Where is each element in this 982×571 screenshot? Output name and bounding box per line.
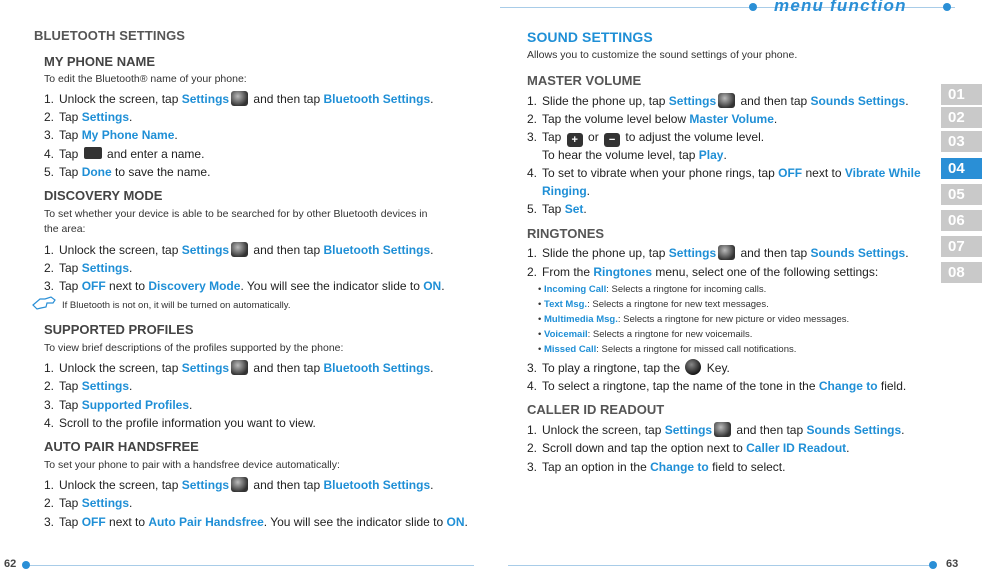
discovery-desc-2: the area: [44, 223, 86, 235]
caller-id-step-1: 1. Unlock the screen, tap Settings and then tap Sounds Settings. [527, 423, 905, 437]
settings-icon [714, 422, 731, 437]
caller-id-title: CALLER ID READOUT [527, 402, 665, 417]
ringtone-option: • Text Msg.: Selects a ringtone for new text messages. [538, 299, 769, 310]
chapter-tab-03[interactable]: 03 [941, 131, 982, 152]
phone-name-step-5: 5. Tap Done to save the name. [44, 165, 211, 179]
chapter-tab-01[interactable]: 01 [941, 84, 982, 105]
profiles-step-2: 2. Tap Settings. [44, 379, 133, 393]
profiles-step-1: 1. Unlock the screen, tap Settings and then tap Bluetooth Settings. [44, 361, 434, 375]
master-step-2: 2. Tap the volume level below Master Volume. [527, 112, 778, 126]
chapter-tab-05[interactable]: 05 [941, 184, 982, 205]
autopair-desc: To set your phone to pair with a handsfree device automatically: [44, 459, 340, 471]
caller-id-step-3: 3. Tap an option in the Change to field to select. [527, 460, 786, 474]
master-step-3-cont: To hear the volume level, tap Play. [542, 148, 727, 162]
settings-icon [231, 242, 248, 257]
page-number-right: 63 [946, 558, 959, 570]
autopair-title: AUTO PAIR HANDSFREE [44, 439, 199, 454]
phone-name-title: MY PHONE NAME [44, 54, 155, 69]
autopair-step-2: 2. Tap Settings. [44, 496, 133, 510]
ringtones-step-1: 1. Slide the phone up, tap Settings and then tap Sounds Settings. [527, 246, 909, 260]
master-volume-title: MASTER VOLUME [527, 73, 642, 88]
ringtone-option: • Missed Call: Selects a ringtone for missed call notifications. [538, 344, 797, 355]
discovery-desc-1: To set whether your device is able to be searched for by other Bluetooth devices in [44, 208, 428, 220]
master-step-5: 5. Tap Set. [527, 202, 587, 216]
sound-section-title: SOUND SETTINGS [527, 29, 653, 45]
footer-rule-left [26, 565, 474, 566]
note-icon [32, 296, 56, 310]
sound-section-desc: Allows you to customize the sound settings of your phone. [527, 49, 798, 61]
chapter-tab-07[interactable]: 07 [941, 236, 982, 257]
settings-icon [718, 245, 735, 260]
chapter-tab-08[interactable]: 08 [941, 262, 982, 283]
chapter-tab-06[interactable]: 06 [941, 210, 982, 231]
discovery-step-2: 2. Tap Settings. [44, 261, 133, 275]
ringtones-step-2: 2. From the Ringtones menu, select one of the following settings: [527, 265, 879, 279]
settings-icon [231, 91, 248, 106]
discovery-step-1: 1. Unlock the screen, tap Settings and then tap Bluetooth Settings. [44, 243, 434, 257]
ringtones-step-4: 4. To select a ringtone, tap the name of the tone in the Change to field. [527, 379, 907, 393]
master-step-4-cont: Ringing. [542, 184, 590, 198]
chapter-tab-04[interactable]: 04 [941, 158, 982, 179]
phone-name-step-4: 4. Tap and enter a name. [44, 147, 205, 161]
bluetooth-section-title: BLUETOOTH SETTINGS [34, 28, 186, 43]
chapter-tab-02[interactable]: 02 [941, 107, 982, 128]
ringtones-step-3: 3. To play a ringtone, tap the Key. [527, 361, 730, 375]
master-step-1: 1. Slide the phone up, tap Settings and then tap Sounds Settings. [527, 94, 909, 108]
settings-icon [718, 93, 735, 108]
settings-icon [231, 360, 248, 375]
master-step-3: 3. Tap + or − to adjust the volume level. [527, 130, 765, 146]
discovery-note: If Bluetooth is not on, it will be turned on automatically. [62, 300, 291, 311]
header-dot [749, 3, 757, 11]
phone-name-desc: To edit the Bluetooth® name of your phone: [44, 73, 247, 85]
header-dot [943, 3, 951, 11]
ringtone-option: • Incoming Call: Selects a ringtone for incoming calls. [538, 284, 767, 295]
phone-name-step-3: 3. Tap My Phone Name. [44, 128, 178, 142]
master-step-4: 4. To set to vibrate when your phone rings, tap OFF next to Vibrate While [527, 166, 921, 180]
settings-icon [231, 477, 248, 492]
page-number-left: 62 [4, 558, 17, 570]
ringtone-option: • Voicemail: Selects a ringtone for new voicemails. [538, 329, 753, 340]
footer-rule-right [508, 565, 933, 566]
footer-dot [22, 561, 30, 569]
ringtone-option: • Multimedia Msg.: Selects a ringtone for new picture or video messages. [538, 314, 850, 325]
footer-dot [929, 561, 937, 569]
phone-name-step-1: 1. Unlock the screen, tap Settings and then tap Bluetooth Settings. [44, 92, 434, 106]
discovery-title: DISCOVERY MODE [44, 188, 163, 203]
header-title: menu function [774, 0, 907, 15]
discovery-step-3: 3. Tap OFF next to Discovery Mode. You will see the indicator slide to ON. [44, 279, 445, 293]
profiles-title: SUPPORTED PROFILES [44, 322, 194, 337]
autopair-step-3: 3. Tap OFF next to Auto Pair Handsfree. You will see the indicator slide to ON. [44, 515, 468, 529]
profiles-desc: To view brief descriptions of the profiles supported by the phone: [44, 342, 344, 354]
autopair-step-1: 1. Unlock the screen, tap Settings and then tap Bluetooth Settings. [44, 478, 434, 492]
delete-key-icon [84, 147, 102, 159]
play-key-icon [685, 359, 701, 375]
profiles-step-3: 3. Tap Supported Profiles. [44, 398, 193, 412]
profiles-step-4: 4. Scroll to the profile information you want to view. [44, 416, 316, 430]
phone-name-step-2: 2. Tap Settings. [44, 110, 133, 124]
ringtones-title: RINGTONES [527, 226, 605, 241]
plus-icon: + [567, 133, 583, 147]
caller-id-step-2: 2. Scroll down and tap the option next to Caller ID Readout. [527, 441, 850, 455]
minus-icon: − [604, 133, 620, 147]
